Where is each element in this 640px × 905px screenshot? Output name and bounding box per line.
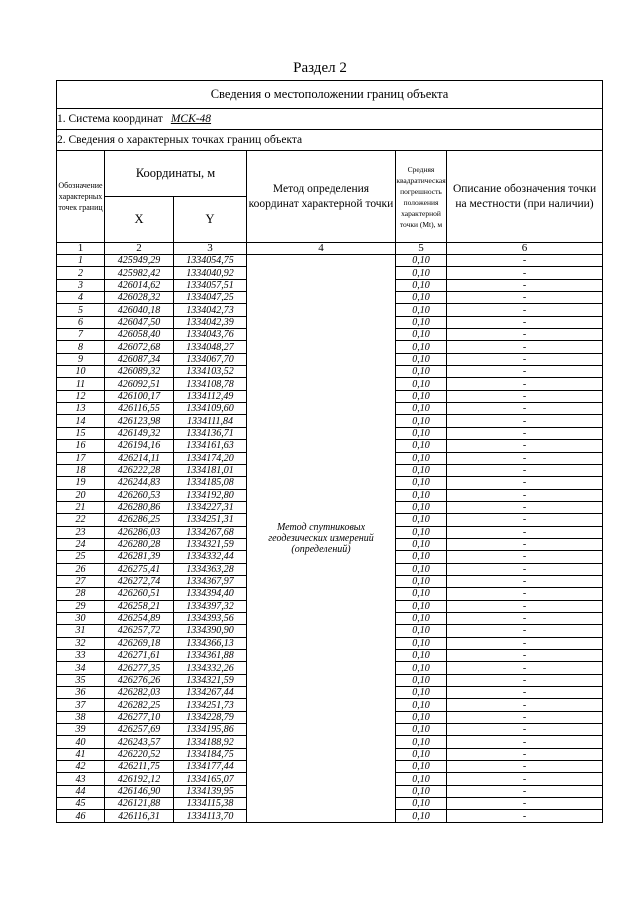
point-id-cell: 19	[57, 477, 105, 489]
header-accuracy: Средняя квадратическая погрешность положения характерной точки (Mt), м	[396, 151, 447, 243]
description-cell: -	[447, 329, 603, 341]
description-cell: -	[447, 489, 603, 501]
accuracy-cell: 0,10	[396, 366, 447, 378]
y-coordinate-cell: 1334366,13	[174, 637, 247, 649]
x-coordinate-cell: 426243,57	[105, 736, 174, 748]
y-coordinate-cell: 1334177,44	[174, 761, 247, 773]
description-cell: -	[447, 304, 603, 316]
column-number: 2	[105, 243, 174, 255]
point-id-cell: 32	[57, 637, 105, 649]
x-coordinate-cell: 426194,16	[105, 440, 174, 452]
point-id-cell: 26	[57, 563, 105, 575]
y-coordinate-cell: 1334367,97	[174, 575, 247, 587]
y-coordinate-cell: 1334195,86	[174, 724, 247, 736]
description-cell: -	[447, 637, 603, 649]
accuracy-cell: 0,10	[396, 736, 447, 748]
accuracy-cell: 0,10	[396, 650, 447, 662]
accuracy-cell: 0,10	[396, 292, 447, 304]
x-coordinate-cell: 426275,41	[105, 563, 174, 575]
description-cell: -	[447, 501, 603, 513]
accuracy-cell: 0,10	[396, 267, 447, 279]
accuracy-cell: 0,10	[396, 452, 447, 464]
point-id-cell: 10	[57, 366, 105, 378]
y-coordinate-cell: 1334267,68	[174, 526, 247, 538]
x-coordinate-cell: 426280,86	[105, 501, 174, 513]
x-coordinate-cell: 426047,50	[105, 316, 174, 328]
point-id-cell: 30	[57, 612, 105, 624]
point-id-cell: 17	[57, 452, 105, 464]
y-coordinate-cell: 1334047,25	[174, 292, 247, 304]
point-id-cell: 38	[57, 711, 105, 723]
header-method: Метод определения координат характерной точки	[247, 151, 396, 243]
description-cell: -	[447, 267, 603, 279]
point-id-cell: 18	[57, 464, 105, 476]
point-id-cell: 2	[57, 267, 105, 279]
description-cell: -	[447, 699, 603, 711]
accuracy-cell: 0,10	[396, 724, 447, 736]
description-cell: -	[447, 292, 603, 304]
x-coordinate-cell: 426072,68	[105, 341, 174, 353]
accuracy-cell: 0,10	[396, 316, 447, 328]
accuracy-cell: 0,10	[396, 551, 447, 563]
point-id-cell: 7	[57, 329, 105, 341]
accuracy-cell: 0,10	[396, 637, 447, 649]
point-id-cell: 40	[57, 736, 105, 748]
x-coordinate-cell: 425949,29	[105, 255, 174, 267]
point-id-cell: 39	[57, 724, 105, 736]
description-cell: -	[447, 810, 603, 822]
accuracy-cell: 0,10	[396, 415, 447, 427]
accuracy-cell: 0,10	[396, 563, 447, 575]
accuracy-cell: 0,10	[396, 662, 447, 674]
x-coordinate-cell: 426244,83	[105, 477, 174, 489]
y-coordinate-cell: 1334188,92	[174, 736, 247, 748]
coordinate-system-label: 1. Система координат	[57, 113, 163, 125]
coordinate-system-value: МСК-48	[170, 113, 212, 125]
accuracy-cell: 0,10	[396, 255, 447, 267]
y-coordinate-cell: 1334363,28	[174, 563, 247, 575]
description-cell: -	[447, 575, 603, 587]
description-cell: -	[447, 415, 603, 427]
accuracy-cell: 0,10	[396, 687, 447, 699]
accuracy-cell: 0,10	[396, 711, 447, 723]
description-cell: -	[447, 427, 603, 439]
x-coordinate-cell: 426272,74	[105, 575, 174, 587]
description-cell: -	[447, 378, 603, 390]
accuracy-cell: 0,10	[396, 526, 447, 538]
y-coordinate-cell: 1334332,44	[174, 551, 247, 563]
y-coordinate-cell: 1334054,75	[174, 255, 247, 267]
x-coordinate-cell: 426146,90	[105, 785, 174, 797]
y-coordinate-cell: 1334390,90	[174, 625, 247, 637]
x-coordinate-cell: 426277,10	[105, 711, 174, 723]
point-id-cell: 42	[57, 761, 105, 773]
accuracy-cell: 0,10	[396, 588, 447, 600]
x-coordinate-cell: 426123,98	[105, 415, 174, 427]
point-id-cell: 21	[57, 501, 105, 513]
accuracy-cell: 0,10	[396, 353, 447, 365]
x-coordinate-cell: 426028,32	[105, 292, 174, 304]
accuracy-cell: 0,10	[396, 798, 447, 810]
description-cell: -	[447, 600, 603, 612]
x-coordinate-cell: 426089,32	[105, 366, 174, 378]
x-coordinate-cell: 426276,26	[105, 674, 174, 686]
point-id-cell: 12	[57, 390, 105, 402]
x-coordinate-cell: 426222,28	[105, 464, 174, 476]
accuracy-cell: 0,10	[396, 464, 447, 476]
y-coordinate-cell: 1334108,78	[174, 378, 247, 390]
accuracy-cell: 0,10	[396, 773, 447, 785]
description-cell: -	[447, 711, 603, 723]
y-coordinate-cell: 1334112,49	[174, 390, 247, 402]
y-coordinate-cell: 1334227,31	[174, 501, 247, 513]
point-id-cell: 22	[57, 514, 105, 526]
description-cell: -	[447, 514, 603, 526]
accuracy-cell: 0,10	[396, 748, 447, 760]
point-id-cell: 33	[57, 650, 105, 662]
point-id-cell: 36	[57, 687, 105, 699]
description-cell: -	[447, 366, 603, 378]
table-title: Сведения о местоположении границ объекта	[57, 81, 603, 109]
y-coordinate-cell: 1334332,26	[174, 662, 247, 674]
column-number: 5	[396, 243, 447, 255]
y-coordinate-cell: 1334361,88	[174, 650, 247, 662]
x-coordinate-cell: 426254,89	[105, 612, 174, 624]
y-coordinate-cell: 1334267,44	[174, 687, 247, 699]
point-id-cell: 44	[57, 785, 105, 797]
x-coordinate-cell: 426282,25	[105, 699, 174, 711]
point-id-cell: 35	[57, 674, 105, 686]
y-coordinate-cell: 1334251,31	[174, 514, 247, 526]
description-cell: -	[447, 625, 603, 637]
y-coordinate-cell: 1334111,84	[174, 415, 247, 427]
accuracy-cell: 0,10	[396, 699, 447, 711]
description-cell: -	[447, 761, 603, 773]
description-cell: -	[447, 316, 603, 328]
point-id-cell: 9	[57, 353, 105, 365]
accuracy-cell: 0,10	[396, 390, 447, 402]
x-coordinate-cell: 426257,72	[105, 625, 174, 637]
point-id-cell: 27	[57, 575, 105, 587]
y-coordinate-cell: 1334174,20	[174, 452, 247, 464]
description-cell: -	[447, 452, 603, 464]
header-description: Описание обозначения точки на местности (при наличии)	[447, 151, 603, 243]
y-coordinate-cell: 1334185,08	[174, 477, 247, 489]
x-coordinate-cell: 426286,25	[105, 514, 174, 526]
description-cell: -	[447, 736, 603, 748]
x-coordinate-cell: 426214,11	[105, 452, 174, 464]
x-coordinate-cell: 426220,52	[105, 748, 174, 760]
x-coordinate-cell: 426116,55	[105, 403, 174, 415]
x-coordinate-cell: 426269,18	[105, 637, 174, 649]
point-id-cell: 4	[57, 292, 105, 304]
y-coordinate-cell: 1334161,63	[174, 440, 247, 452]
point-id-cell: 3	[57, 279, 105, 291]
y-coordinate-cell: 1334103,52	[174, 366, 247, 378]
header-x: X	[105, 197, 174, 243]
page-title: Раздел 2	[293, 60, 347, 76]
x-coordinate-cell: 426260,53	[105, 489, 174, 501]
method-cell: Метод спутниковых геодезических измерений (определений)	[247, 255, 396, 823]
point-id-cell: 31	[57, 625, 105, 637]
accuracy-cell: 0,10	[396, 427, 447, 439]
y-coordinate-cell: 1334192,80	[174, 489, 247, 501]
x-coordinate-cell: 426280,28	[105, 538, 174, 550]
column-number: 4	[247, 243, 396, 255]
point-id-cell: 28	[57, 588, 105, 600]
y-coordinate-cell: 1334251,73	[174, 699, 247, 711]
description-cell: -	[447, 773, 603, 785]
x-coordinate-cell: 426100,17	[105, 390, 174, 402]
point-id-cell: 14	[57, 415, 105, 427]
accuracy-cell: 0,10	[396, 378, 447, 390]
description-cell: -	[447, 687, 603, 699]
column-number: 1	[57, 243, 105, 255]
point-id-cell: 13	[57, 403, 105, 415]
accuracy-cell: 0,10	[396, 514, 447, 526]
x-coordinate-cell: 426040,18	[105, 304, 174, 316]
description-cell: -	[447, 662, 603, 674]
coordinate-system-row	[57, 109, 603, 130]
accuracy-cell: 0,10	[396, 674, 447, 686]
y-coordinate-cell: 1334321,59	[174, 674, 247, 686]
description-cell: -	[447, 785, 603, 797]
accuracy-cell: 0,10	[396, 612, 447, 624]
accuracy-cell: 0,10	[396, 489, 447, 501]
y-coordinate-cell: 1334042,39	[174, 316, 247, 328]
accuracy-cell: 0,10	[396, 341, 447, 353]
description-cell: -	[447, 724, 603, 736]
point-id-cell: 16	[57, 440, 105, 452]
y-coordinate-cell: 1334397,32	[174, 600, 247, 612]
x-coordinate-cell: 426271,61	[105, 650, 174, 662]
description-cell: -	[447, 440, 603, 452]
y-coordinate-cell: 1334184,75	[174, 748, 247, 760]
x-coordinate-cell: 426192,12	[105, 773, 174, 785]
y-coordinate-cell: 1334115,38	[174, 798, 247, 810]
y-coordinate-cell: 1334113,70	[174, 810, 247, 822]
y-coordinate-cell: 1334042,73	[174, 304, 247, 316]
x-coordinate-cell: 426014,62	[105, 279, 174, 291]
point-id-cell: 25	[57, 551, 105, 563]
point-id-cell: 5	[57, 304, 105, 316]
x-coordinate-cell: 426116,31	[105, 810, 174, 822]
column-number: 6	[447, 243, 603, 255]
table-row	[57, 255, 603, 267]
description-cell: -	[447, 390, 603, 402]
description-cell: -	[447, 255, 603, 267]
point-id-cell: 46	[57, 810, 105, 822]
accuracy-cell: 0,10	[396, 477, 447, 489]
x-coordinate-cell: 426260,51	[105, 588, 174, 600]
x-coordinate-cell: 426121,88	[105, 798, 174, 810]
accuracy-cell: 0,10	[396, 575, 447, 587]
y-coordinate-cell: 1334393,56	[174, 612, 247, 624]
accuracy-cell: 0,10	[396, 625, 447, 637]
accuracy-cell: 0,10	[396, 761, 447, 773]
x-coordinate-cell: 426286,03	[105, 526, 174, 538]
description-cell: -	[447, 674, 603, 686]
y-coordinate-cell: 1334139,95	[174, 785, 247, 797]
accuracy-cell: 0,10	[396, 403, 447, 415]
x-coordinate-cell: 426258,21	[105, 600, 174, 612]
y-coordinate-cell: 1334165,07	[174, 773, 247, 785]
description-cell: -	[447, 612, 603, 624]
y-coordinate-cell: 1334043,76	[174, 329, 247, 341]
x-coordinate-cell: 426149,32	[105, 427, 174, 439]
x-coordinate-cell: 426282,03	[105, 687, 174, 699]
y-coordinate-cell: 1334394,40	[174, 588, 247, 600]
boundary-points-table	[56, 80, 603, 823]
description-cell: -	[447, 538, 603, 550]
description-cell: -	[447, 279, 603, 291]
y-coordinate-cell: 1334228,79	[174, 711, 247, 723]
x-coordinate-cell: 426211,75	[105, 761, 174, 773]
column-number: 3	[174, 243, 247, 255]
accuracy-cell: 0,10	[396, 600, 447, 612]
description-cell: -	[447, 341, 603, 353]
x-coordinate-cell: 426058,40	[105, 329, 174, 341]
y-coordinate-cell: 1334048,27	[174, 341, 247, 353]
description-cell: -	[447, 403, 603, 415]
section2-title: 2. Сведения о характерных точках границ объекта	[57, 130, 603, 151]
x-coordinate-cell: 425982,42	[105, 267, 174, 279]
accuracy-cell: 0,10	[396, 440, 447, 452]
point-id-cell: 20	[57, 489, 105, 501]
accuracy-cell: 0,10	[396, 279, 447, 291]
accuracy-cell: 0,10	[396, 329, 447, 341]
point-id-cell: 6	[57, 316, 105, 328]
description-cell: -	[447, 526, 603, 538]
y-coordinate-cell: 1334109,60	[174, 403, 247, 415]
point-id-cell: 29	[57, 600, 105, 612]
description-cell: -	[447, 353, 603, 365]
point-id-cell: 1	[57, 255, 105, 267]
description-cell: -	[447, 464, 603, 476]
description-cell: -	[447, 798, 603, 810]
header-point-designation: Обозначение характерных точек границ	[57, 151, 105, 243]
accuracy-cell: 0,10	[396, 785, 447, 797]
point-id-cell: 24	[57, 538, 105, 550]
point-id-cell: 45	[57, 798, 105, 810]
point-id-cell: 15	[57, 427, 105, 439]
point-id-cell: 11	[57, 378, 105, 390]
x-coordinate-cell: 426281,39	[105, 551, 174, 563]
accuracy-cell: 0,10	[396, 304, 447, 316]
y-coordinate-cell: 1334136,71	[174, 427, 247, 439]
y-coordinate-cell: 1334067,70	[174, 353, 247, 365]
y-coordinate-cell: 1334181,01	[174, 464, 247, 476]
description-cell: -	[447, 563, 603, 575]
header-y: Y	[174, 197, 247, 243]
point-id-cell: 8	[57, 341, 105, 353]
description-cell: -	[447, 650, 603, 662]
description-cell: -	[447, 748, 603, 760]
x-coordinate-cell: 426092,51	[105, 378, 174, 390]
description-cell: -	[447, 588, 603, 600]
point-id-cell: 43	[57, 773, 105, 785]
point-id-cell: 34	[57, 662, 105, 674]
header-coordinates: Координаты, м	[105, 151, 247, 197]
y-coordinate-cell: 1334040,92	[174, 267, 247, 279]
point-id-cell: 41	[57, 748, 105, 760]
description-cell: -	[447, 477, 603, 489]
description-cell: -	[447, 551, 603, 563]
y-coordinate-cell: 1334057,51	[174, 279, 247, 291]
accuracy-cell: 0,10	[396, 538, 447, 550]
x-coordinate-cell: 426277,35	[105, 662, 174, 674]
accuracy-cell: 0,10	[396, 501, 447, 513]
accuracy-cell: 0,10	[396, 810, 447, 822]
x-coordinate-cell: 426087,34	[105, 353, 174, 365]
y-coordinate-cell: 1334321,59	[174, 538, 247, 550]
point-id-cell: 23	[57, 526, 105, 538]
x-coordinate-cell: 426257,69	[105, 724, 174, 736]
point-id-cell: 37	[57, 699, 105, 711]
